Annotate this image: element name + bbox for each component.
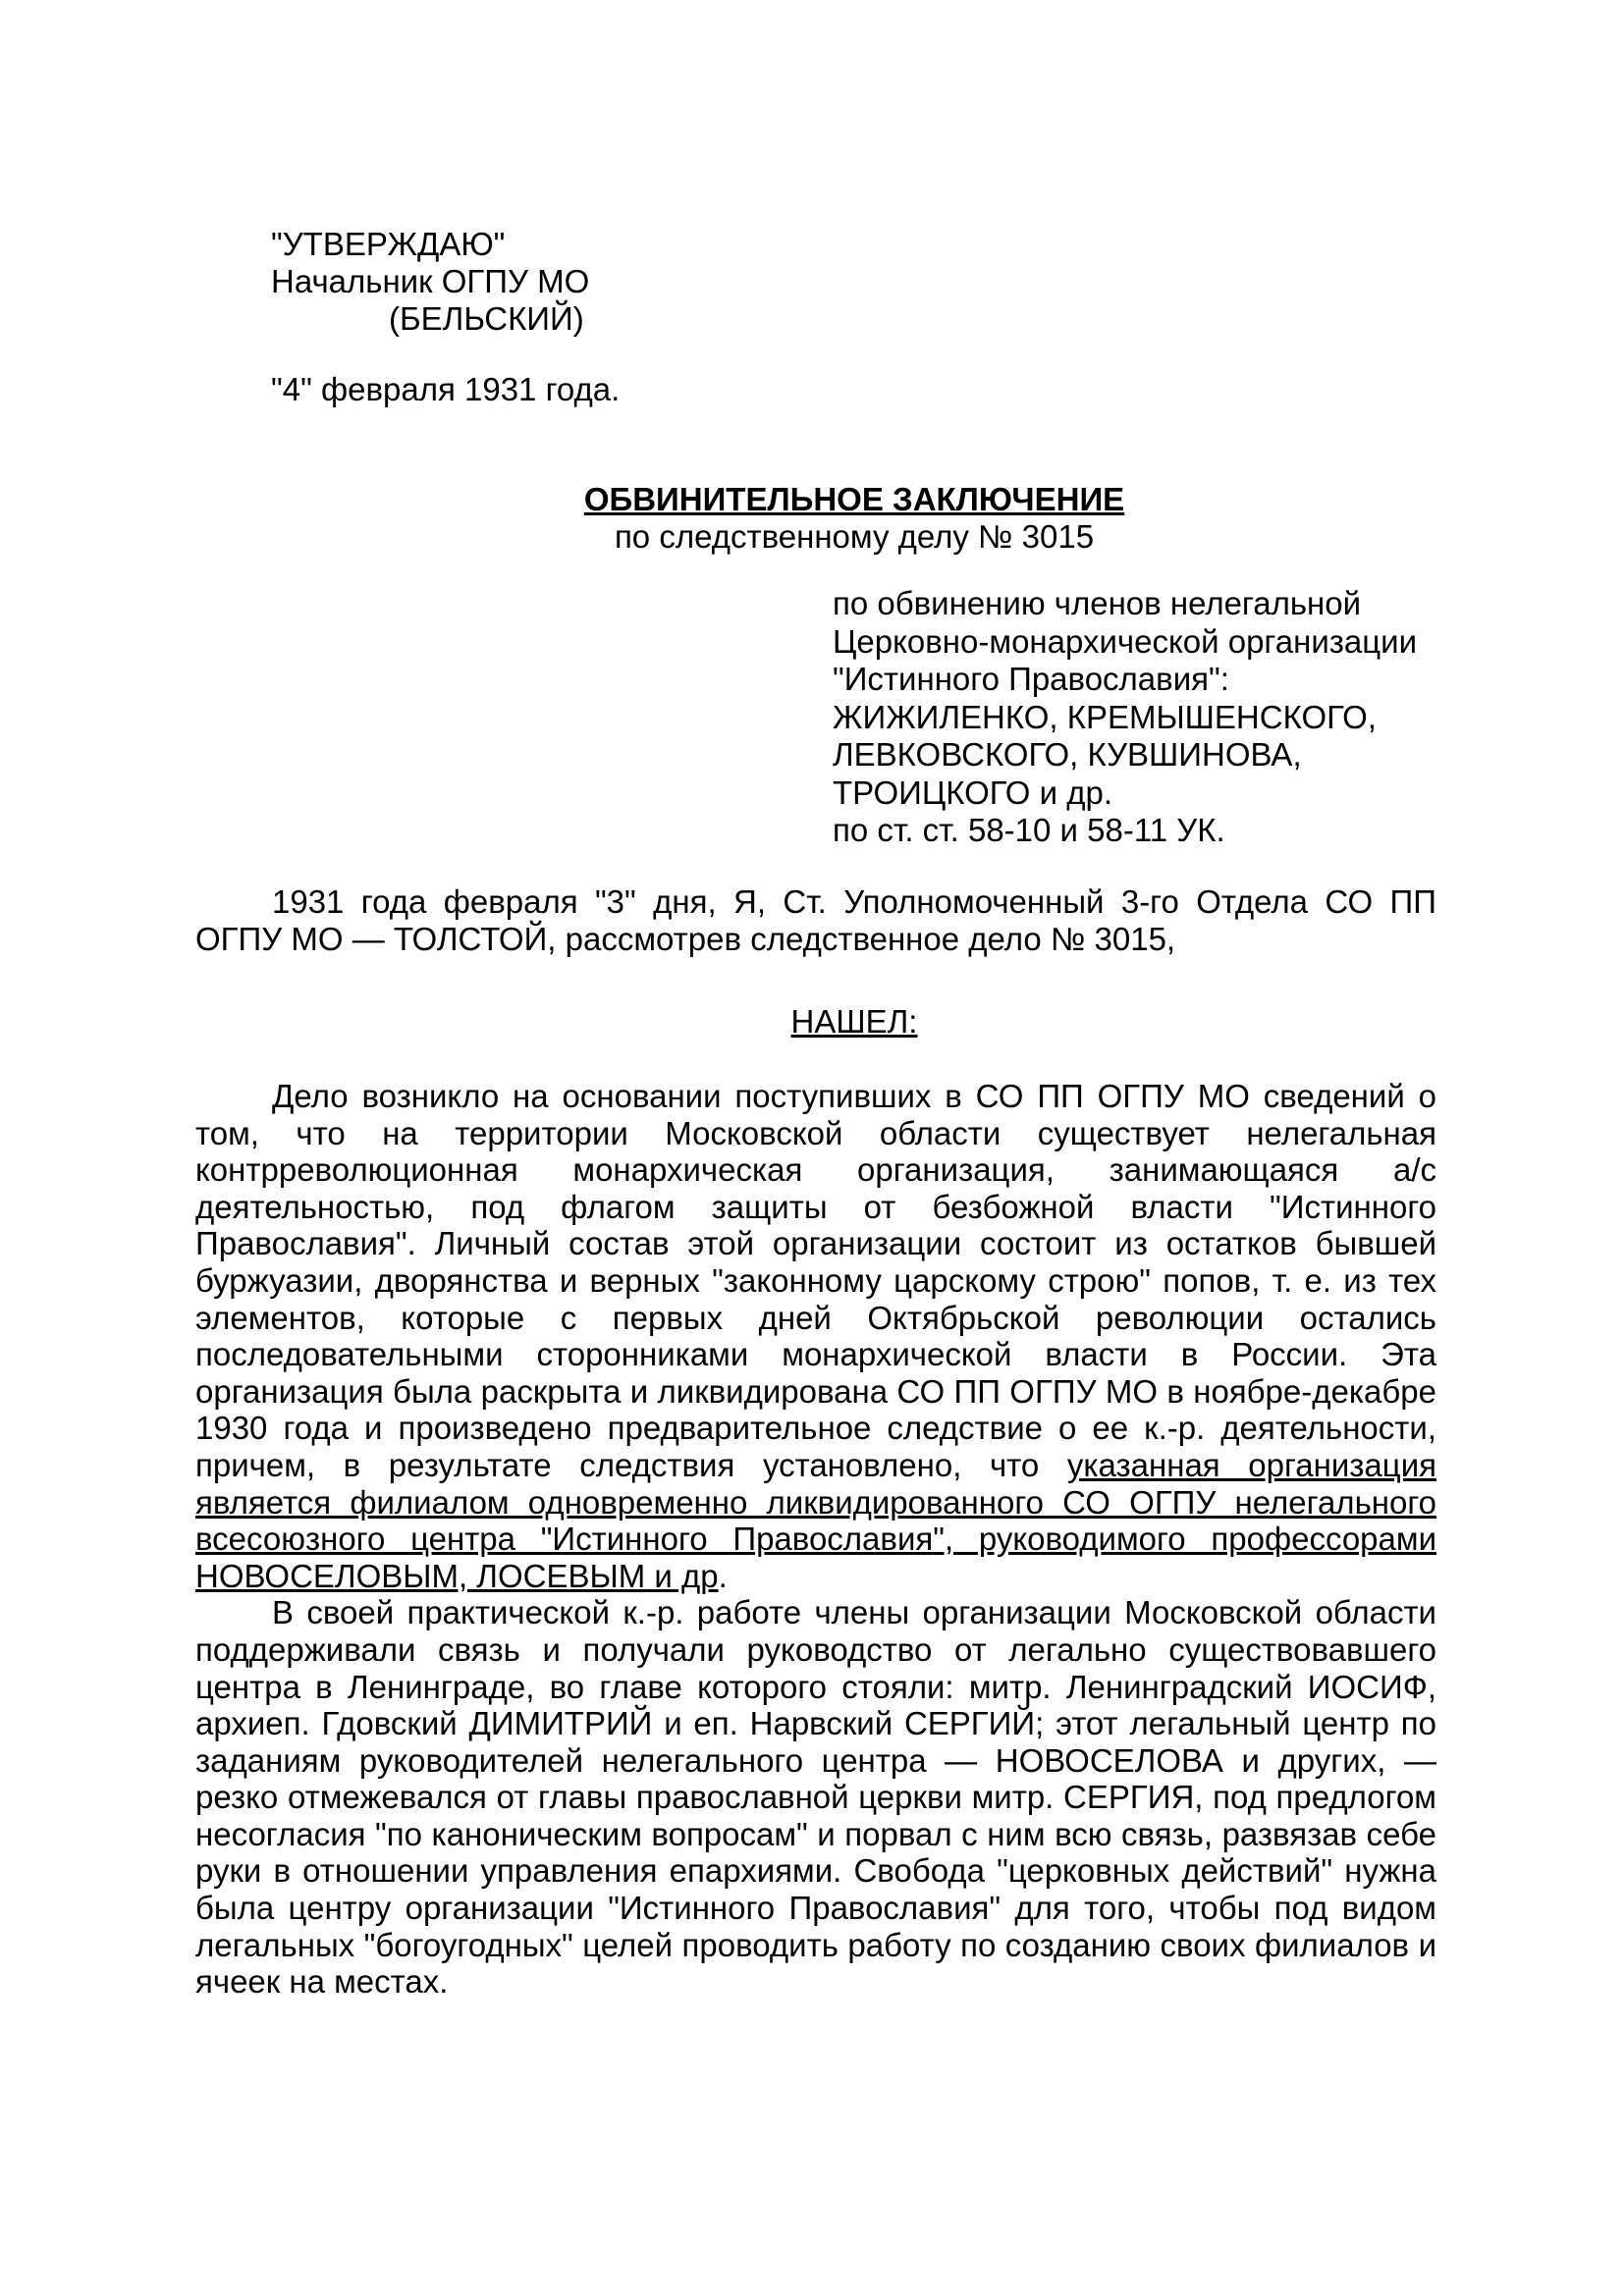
paragraph-2: В своей практической к.-р. работе члены организации Московской области поддерживали связь и получали руководство от легально существовавшего центра в Ленинграде, во главе которого стояли: митр. Ленинградский ИОСИФ, архиеп. Гдовский ДИМИТРИЙ и еп. Нарвский СЕРГИЙ; этот легальный центр по заданиям руководителей нелегального центра — НОВОСЕЛОВА и других, — резко отмежевался от главы православной церкви митр. СЕРГИЯ, под предлогом несогласия "по каноническим вопросам" и порвал с ним всю связь, развязав себе руки в отношении управления епархиями. Свобода "церковных действий" нужна была центру организации "Истинного Православия" для того, чтобы под видом легальных "богоугодных" целей проводить работу по созданию своих филиалов и ячеек на местах. bbox=[195, 1594, 1436, 2001]
charge-line: по обвинению членов нелегальной bbox=[833, 585, 1362, 621]
charge-line: "Истинного Православия": bbox=[833, 661, 1229, 697]
approval-word: "УТВЕРЖДАЮ" bbox=[271, 226, 506, 262]
document-title: ОБВИНИТЕЛЬНОЕ ЗАКЛЮЧЕНИЕ bbox=[583, 481, 1125, 517]
paragraph-1-underlined: указанная организация является филиалом одновременно ликвидированного СО ОГПУ нелегального всесоюзного центра "Истинного Православия", руководимого профессорами НОВОСЕЛОВЫМ, ЛОСЕВЫМ и др bbox=[195, 1446, 1436, 1594]
document-subtitle: по следственному делу № 3015 bbox=[614, 518, 1095, 555]
approval-position: Начальник ОГПУ МО bbox=[271, 263, 590, 299]
charge-line: ТРОИЦКОГО и др. bbox=[833, 774, 1112, 811]
intro-paragraph bbox=[195, 883, 1436, 957]
charge-line: ЖИЖИЛЕНКО, КРЕМЫШЕНСКОГО, bbox=[833, 698, 1377, 735]
paragraph-1 bbox=[195, 1078, 1436, 1594]
charge-line: ЛЕВКОВСКОГО, КУВШИНОВА, bbox=[833, 736, 1302, 773]
approval-name: (БЕЛЬСКИЙ) bbox=[389, 300, 584, 337]
paragraph-1-text: Дело возникло на основании поступивших в СО ПП ОГПУ МО сведений о том, что на территории Московской области существует нелегальная контрреволюционная монархическая организация, занимающаяся а/с деятельностью, под флагом защиты от безбожной власти "Истинного Православия". Личный состав этой организации состоит из остатков бывшей буржуазии, дворянства и верных "законному царскому строю" попов, т. е. из тех элементов, которые с первых дней Октябрьской революции остались последовательными сторонниками монархической власти в России. Эта организация была раскрыта и ликвидирована СО ПП ОГПУ МО в ноябре-декабре 1930 года и произведено предварительное следствие о ее к.-р. деятельности, причем, в результате следствия установлено, что bbox=[195, 1078, 1436, 1483]
charge-block bbox=[833, 585, 1417, 850]
intro-text: 1931 года февраля "3" дня, Я, Ст. Уполномоченный 3-го Отдела СО ПП ОГПУ МО — ТОЛСТОЙ, рассмотрев следственное дело № 3015, bbox=[195, 883, 1436, 957]
main-body bbox=[195, 1078, 1436, 2001]
charge-line: по ст. ст. 58-10 и 58-11 УК. bbox=[833, 812, 1225, 848]
charge-line: Церковно-монархической организации bbox=[833, 622, 1417, 660]
found-heading: НАШЕЛ: bbox=[790, 1003, 918, 1040]
paragraph-1-end: . bbox=[718, 1557, 728, 1594]
approval-stamp bbox=[271, 226, 589, 338]
approval-date: "4" февраля 1931 года. bbox=[271, 371, 621, 407]
